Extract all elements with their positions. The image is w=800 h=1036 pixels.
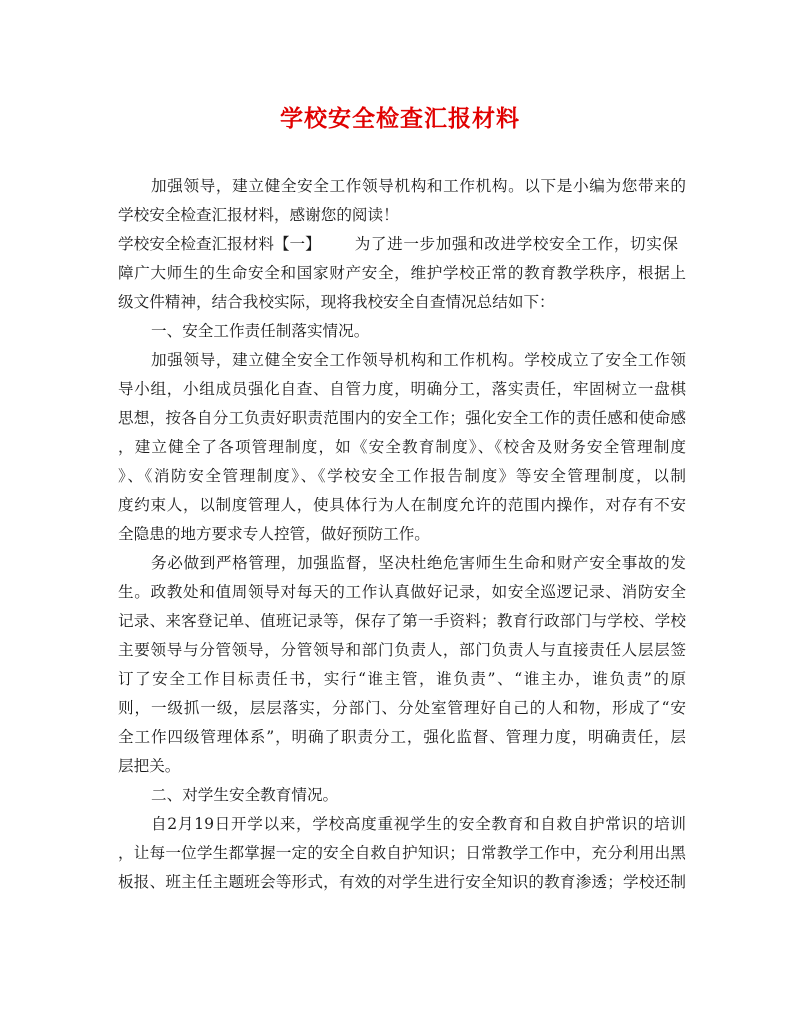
paragraph-text: 为了进一步加强和改进学校安全工作，切实保 bbox=[354, 235, 679, 253]
paragraph-line: 级文件精神，结合我校实际，现将我校安全自查情况总结如下： bbox=[118, 293, 555, 311]
paragraph-line: 》、《消防安全管理制度》、《学校安全工作报告制度》等安全管理制度，以制 bbox=[118, 467, 686, 485]
paragraph-line: 全工作四级管理体系”，明确了职责分工，强化监督、管理力度，明确责任，层 bbox=[118, 728, 686, 746]
paragraph-line: 订了安全工作目标责任书，实行“谁主管，谁负责”、“谁主办，谁负责”的原 bbox=[118, 670, 686, 688]
paragraph-line: 则，一级抓一级，层层落实，分部门、分处室管理好自己的人和物，形成了“安 bbox=[118, 699, 686, 717]
paragraph-line: ，让每一位学生都掌握一定的安全自救自护知识；日常教学工作中，充分利用出黑 bbox=[118, 844, 686, 862]
section-heading: 学校安全检查汇报材料【一】 bbox=[118, 235, 321, 253]
paragraph-line: 加强领导，建立健全安全工作领导机构和工作机构。学校成立了安全工作领 bbox=[151, 351, 686, 369]
paragraph-line: 度约束人，以制度管理人，使具体行为人在制度允许的范围内操作，对存有不安 bbox=[118, 496, 686, 514]
paragraph-line: 加强领导，建立健全安全工作领导机构和工作机构。以下是小编为您带来的 bbox=[151, 177, 686, 195]
paragraph-line: 自2月19日开学以来，学校高度重视学生的安全教育和自救自护常识的培训 bbox=[151, 815, 686, 833]
subheading: 二、对学生安全教育情况。 bbox=[151, 786, 339, 804]
paragraph-line: 层把关。 bbox=[118, 757, 181, 775]
paragraph-line: 学校安全检查汇报材料，感谢您的阅读！ bbox=[118, 206, 399, 224]
paragraph-line: 障广大师生的生命安全和国家财产安全，维护学校正常的教育教学秩序，根据上 bbox=[118, 264, 686, 282]
document-title: 学校安全检查汇报材料 bbox=[280, 105, 520, 132]
paragraph-line: 生。政教处和值周领导对每天的工作认真做好记录，如安全巡逻记录、消防安全 bbox=[118, 583, 686, 601]
paragraph-line: 主要领导与分管领导，分管领导和部门负责人，部门负责人与直接责任人层层签 bbox=[118, 641, 686, 659]
paragraph-line: 记录、来客登记单、值班记录等，保存了第一手资料；教育行政部门与学校、学校 bbox=[118, 612, 686, 630]
section-heading-line bbox=[118, 230, 686, 259]
paragraph-line: 导小组，小组成员强化自查、自管力度，明确分工，落实责任，牢固树立一盘棋 bbox=[118, 380, 686, 398]
paragraph-line: 全隐患的地方要求专人控管，做好预防工作。 bbox=[118, 525, 430, 543]
document-body bbox=[118, 172, 686, 897]
paragraph-line: 思想，按各自分工负责好职责范围内的安全工作；强化安全工作的责任感和使命感 bbox=[118, 409, 686, 427]
paragraph-line: 板报、班主任主题班会等形式，有效的对学生进行安全知识的教育渗透；学校还制 bbox=[118, 873, 686, 891]
paragraph-line: 务必做到严格管理，加强监督，坚决杜绝危害师生生命和财产安全事故的发 bbox=[151, 554, 686, 572]
subheading: 一、安全工作责任制落实情况。 bbox=[151, 322, 370, 340]
paragraph-line: ，建立健全了各项管理制度，如《安全教育制度》、《校舍及财务安全管理制度 bbox=[118, 438, 686, 456]
